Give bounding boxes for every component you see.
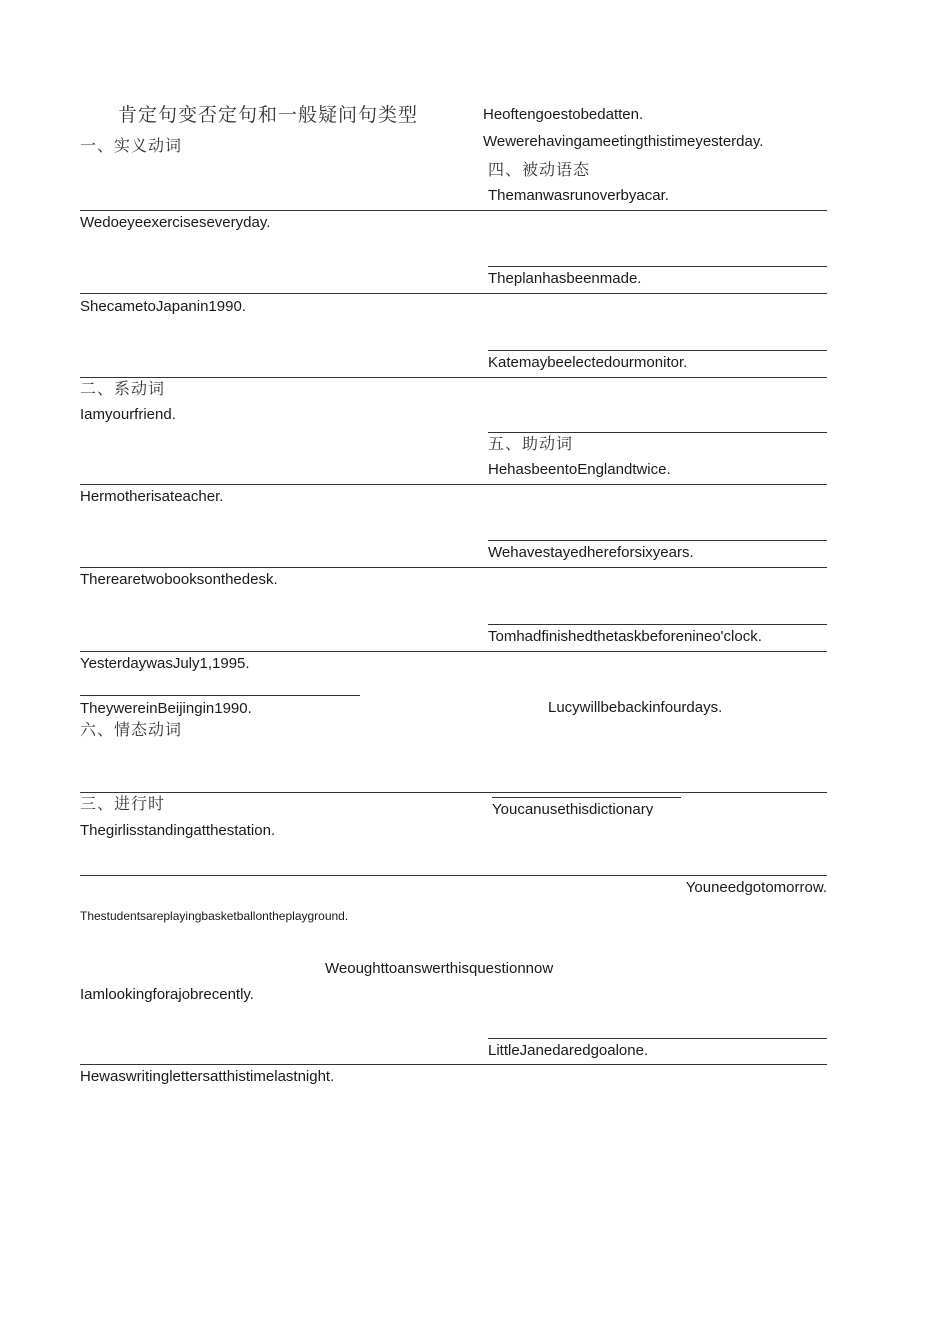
- page-title: 肯定句变否定句和一般疑问句类型: [118, 104, 419, 126]
- sentence-line: Heoftengoestobedatten.: [483, 106, 644, 123]
- answer-line: [488, 1038, 827, 1039]
- sentence-line: Youcanusethisdictionary: [492, 801, 654, 816]
- sentence-line: Themanwasrunoverbyacar.: [488, 187, 669, 204]
- heading-linking-verbs: 二、系动词: [80, 379, 166, 398]
- sentence-line: YesterdaywasJuly1,1995.: [80, 655, 250, 672]
- sentence-line: HehasbeentoEnglandtwice.: [488, 461, 671, 478]
- answer-line: [492, 797, 681, 798]
- sentence-line: Iamlookingforajobrecently.: [80, 986, 254, 1003]
- sentence-line: Weoughttoanswerthisquestionnow: [325, 960, 554, 977]
- sentence-line: Katemaybeelectedourmonitor.: [488, 354, 688, 371]
- answer-line: [488, 432, 827, 433]
- answer-line: [80, 210, 827, 211]
- answer-line: [80, 293, 827, 294]
- answer-line: [488, 624, 827, 625]
- heading-passive-voice: 四、被动语态: [488, 160, 591, 179]
- answer-line: [80, 1064, 827, 1065]
- sentence-line: Wedoeyeexerciseseveryday.: [80, 214, 271, 231]
- sentence-line: ShecametoJapanin1990.: [80, 298, 246, 315]
- sentence-line: Lucywillbebackinfourdays.: [548, 699, 723, 716]
- sentence-line: Theplanhasbeenmade.: [488, 270, 642, 287]
- sentence-line: Hewaswritinglettersatthistimelastnight.: [80, 1068, 335, 1085]
- sentence-line: Thegirlisstandingatthestation.: [80, 822, 276, 839]
- answer-line: [80, 875, 827, 876]
- answer-line: [80, 792, 827, 793]
- heading-content-verbs: 一、实义动词: [80, 136, 183, 155]
- answer-line: [488, 540, 827, 541]
- sentence-line: Wehavestayedhereforsixyears.: [488, 544, 694, 561]
- sentence-line: Hermotherisateacher.: [80, 488, 224, 505]
- sentence-line: LittleJanedaredgoalone.: [488, 1042, 649, 1059]
- sentence-line: Iamyourfriend.: [80, 406, 176, 423]
- heading-auxiliary-verbs: 五、助动词: [488, 434, 574, 453]
- sentence-line: Youneedgotomorrow.: [685, 879, 827, 896]
- heading-modal-verbs: 六、情态动词: [80, 720, 183, 739]
- answer-line: [80, 484, 827, 485]
- sentence-line: TheywereinBeijingin1990.: [80, 700, 252, 717]
- sentence-line: Tomhadfinishedthetaskbeforenineo'clock.: [488, 628, 762, 645]
- answer-line: [80, 695, 360, 696]
- heading-progressive-tense: 三、进行时: [80, 794, 166, 813]
- answer-line: [488, 350, 827, 351]
- answer-line: [80, 377, 827, 378]
- sentence-line: Therearetwobooksonthedesk.: [80, 571, 278, 588]
- answer-line: [80, 651, 827, 652]
- answer-line: [488, 266, 827, 267]
- sentence-line: Wewerehavingameetingthistimeyesterday.: [483, 133, 764, 150]
- answer-line: [80, 567, 827, 568]
- sentence-line: Thestudentsareplayingbasketballontheplayground.: [80, 909, 349, 923]
